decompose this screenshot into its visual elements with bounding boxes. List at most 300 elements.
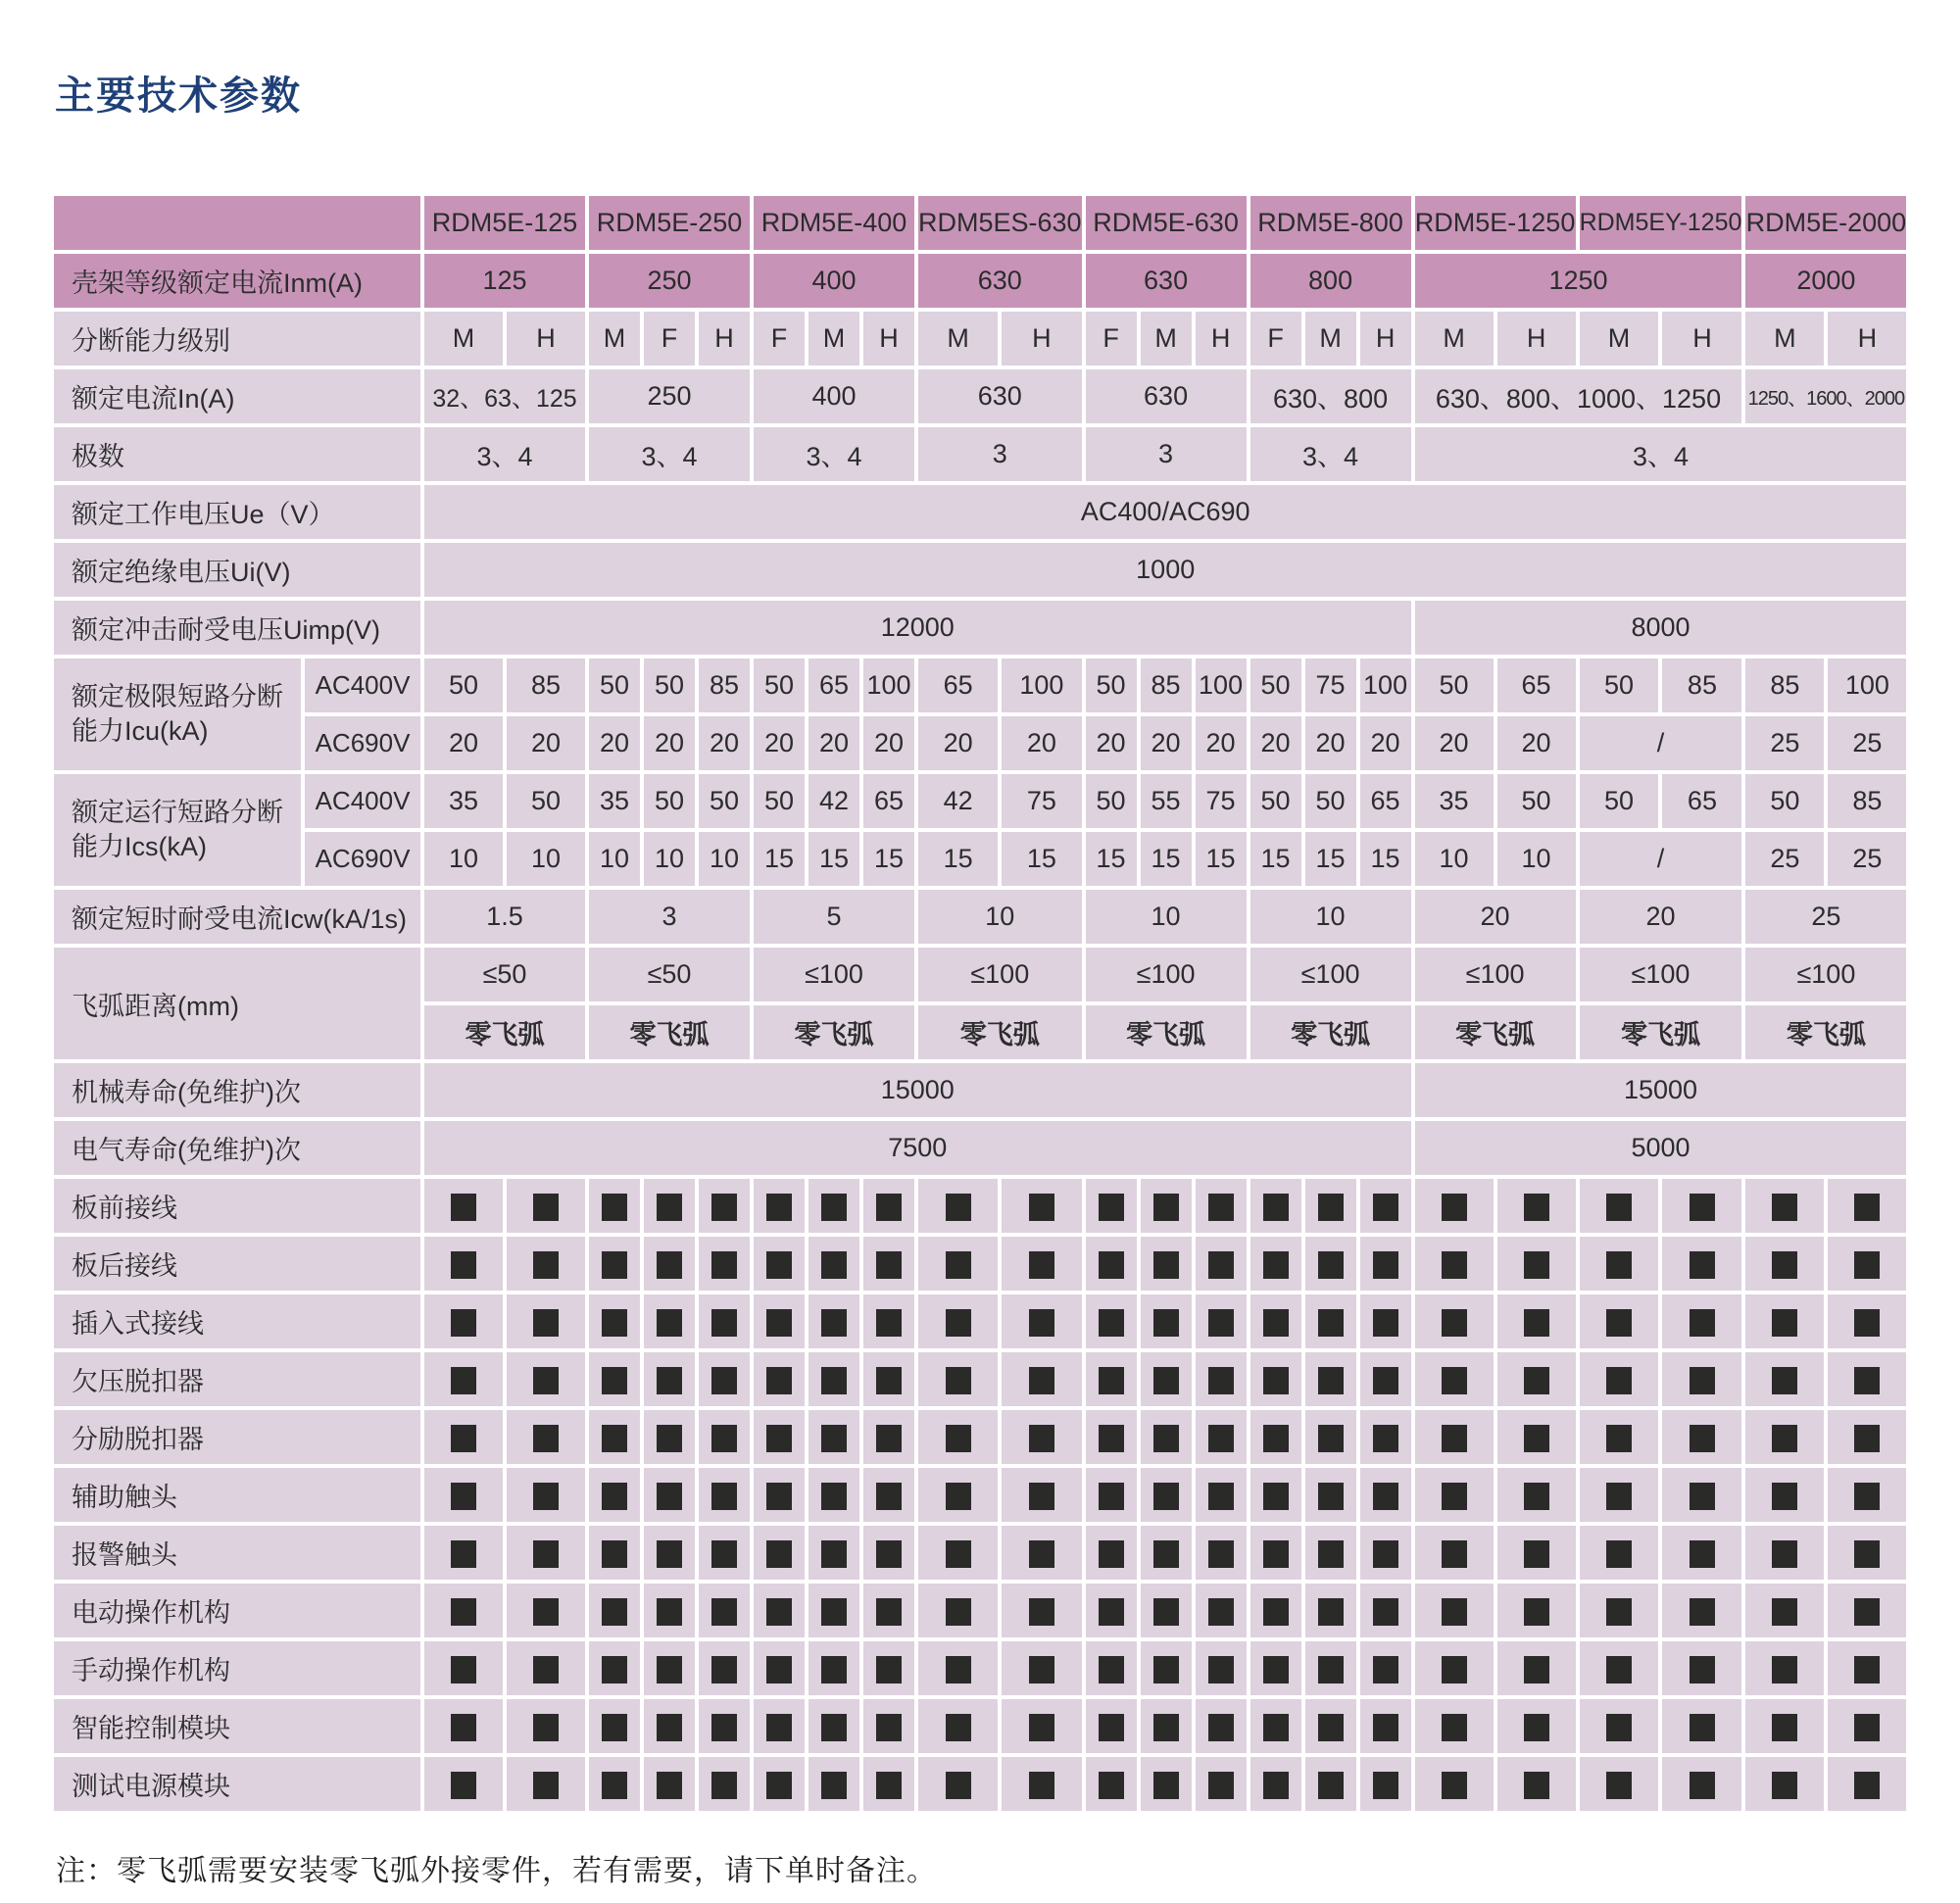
availability-cell	[918, 1237, 998, 1291]
cell: ≤100	[754, 948, 914, 1001]
model-name: RDM5E-400	[754, 196, 914, 250]
availability-cell	[1662, 1410, 1741, 1464]
filled-square-icon	[1318, 1598, 1344, 1626]
filled-square-icon	[1208, 1425, 1234, 1452]
filled-square-icon	[657, 1772, 682, 1799]
availability-cell	[507, 1237, 585, 1291]
cell: 3、4	[589, 427, 750, 481]
filled-square-icon	[602, 1367, 627, 1394]
row-frame-rated-current	[54, 254, 1906, 308]
row-poles	[54, 427, 1906, 481]
availability-cell	[863, 1294, 914, 1348]
availability-cell	[754, 1179, 805, 1233]
filled-square-icon	[1263, 1367, 1289, 1394]
availability-cell	[1250, 1526, 1301, 1580]
filled-square-icon	[1442, 1540, 1467, 1568]
cell: 20	[1141, 716, 1192, 770]
cell: 3、4	[1250, 427, 1411, 481]
availability-cell	[1745, 1410, 1824, 1464]
filled-square-icon	[1208, 1309, 1234, 1337]
availability-cell	[424, 1410, 503, 1464]
cell: 20	[1086, 716, 1137, 770]
availability-cell	[589, 1699, 640, 1753]
filled-square-icon	[1690, 1483, 1715, 1510]
filled-square-icon	[766, 1772, 792, 1799]
filled-square-icon	[1099, 1540, 1124, 1568]
cell: 15000	[424, 1063, 1411, 1117]
availability-cell	[1141, 1294, 1192, 1348]
cell: 20	[1415, 890, 1576, 944]
cell: 15	[1086, 832, 1137, 886]
row-alarm-contact	[54, 1526, 1906, 1580]
filled-square-icon	[1524, 1772, 1549, 1799]
availability-cell	[754, 1699, 805, 1753]
filled-square-icon	[1153, 1367, 1179, 1394]
filled-square-icon	[1029, 1425, 1054, 1452]
filled-square-icon	[946, 1251, 971, 1279]
availability-cell	[1086, 1584, 1137, 1637]
filled-square-icon	[1318, 1194, 1344, 1221]
availability-cell	[1196, 1237, 1247, 1291]
availability-cell	[1745, 1294, 1824, 1348]
cell: 400	[754, 254, 914, 308]
filled-square-icon	[1772, 1540, 1797, 1568]
cell: 20	[1305, 716, 1356, 770]
cell: 25	[1828, 716, 1906, 770]
availability-cell	[808, 1526, 859, 1580]
filled-square-icon	[1442, 1251, 1467, 1279]
cell: 10	[918, 890, 1082, 944]
availability-cell	[507, 1641, 585, 1695]
filled-square-icon	[602, 1309, 627, 1337]
cell: 50	[507, 774, 585, 828]
filled-square-icon	[1606, 1714, 1632, 1741]
availability-cell	[424, 1294, 503, 1348]
filled-square-icon	[1772, 1251, 1797, 1279]
row-model-header	[54, 196, 1906, 250]
cell: 15	[1002, 832, 1081, 886]
cell: 15	[1196, 832, 1247, 886]
row-ics-ac690v	[54, 832, 1906, 886]
availability-cell	[863, 1584, 914, 1637]
availability-cell	[1250, 1584, 1301, 1637]
cell: 1250、1600、2000	[1745, 369, 1906, 423]
cell: 100	[1828, 659, 1906, 712]
availability-cell	[699, 1237, 750, 1291]
filled-square-icon	[711, 1425, 737, 1452]
availability-cell	[918, 1410, 998, 1464]
availability-cell	[1580, 1699, 1659, 1753]
row-plug-in-wiring	[54, 1294, 1906, 1348]
availability-cell	[1002, 1699, 1081, 1753]
filled-square-icon	[1442, 1367, 1467, 1394]
cell: 125	[424, 254, 585, 308]
row-rated-working-voltage	[54, 485, 1906, 539]
cell: 50	[1497, 774, 1576, 828]
filled-square-icon	[1373, 1540, 1398, 1568]
cell: 8000	[1415, 601, 1907, 655]
cell: 35	[424, 774, 503, 828]
availability-cell	[1141, 1468, 1192, 1522]
filled-square-icon	[766, 1194, 792, 1221]
filled-square-icon	[1442, 1309, 1467, 1337]
availability-cell	[1662, 1352, 1741, 1406]
filled-square-icon	[1772, 1309, 1797, 1337]
filled-square-icon	[1854, 1656, 1880, 1683]
cell: 零飞弧	[424, 1005, 585, 1059]
availability-cell	[699, 1699, 750, 1753]
availability-cell	[754, 1237, 805, 1291]
filled-square-icon	[1318, 1483, 1344, 1510]
cell: 20	[699, 716, 750, 770]
filled-square-icon	[533, 1425, 559, 1452]
availability-cell	[1662, 1468, 1741, 1522]
filled-square-icon	[1099, 1598, 1124, 1626]
row-rated-impulse-voltage	[54, 601, 1906, 655]
cell: 10	[1497, 832, 1576, 886]
cell: H	[1828, 312, 1906, 366]
cell: 85	[1828, 774, 1906, 828]
availability-cell	[918, 1352, 998, 1406]
availability-cell	[754, 1757, 805, 1811]
availability-cell	[863, 1699, 914, 1753]
row-label: 插入式接线	[54, 1294, 420, 1348]
availability-cell	[1580, 1410, 1659, 1464]
filled-square-icon	[1208, 1772, 1234, 1799]
availability-cell	[1086, 1468, 1137, 1522]
filled-square-icon	[451, 1194, 476, 1221]
availability-cell	[1497, 1641, 1576, 1695]
filled-square-icon	[602, 1483, 627, 1510]
filled-square-icon	[876, 1309, 902, 1337]
availability-cell	[1305, 1641, 1356, 1695]
filled-square-icon	[657, 1483, 682, 1510]
availability-cell	[1828, 1757, 1906, 1811]
availability-cell	[1086, 1699, 1137, 1753]
filled-square-icon	[1442, 1483, 1467, 1510]
filled-square-icon	[1099, 1194, 1124, 1221]
filled-square-icon	[1524, 1194, 1549, 1221]
availability-cell	[863, 1179, 914, 1233]
filled-square-icon	[1208, 1540, 1234, 1568]
filled-square-icon	[1524, 1714, 1549, 1741]
row-label: 飞弧距离(mm)	[54, 948, 420, 1059]
availability-cell	[1002, 1641, 1081, 1695]
availability-cell	[1086, 1526, 1137, 1580]
cell: 20	[918, 716, 998, 770]
availability-cell	[1497, 1584, 1576, 1637]
cell: H	[1662, 312, 1741, 366]
availability-cell	[589, 1526, 640, 1580]
filled-square-icon	[1524, 1309, 1549, 1337]
availability-cell	[754, 1526, 805, 1580]
availability-cell	[1141, 1757, 1192, 1811]
filled-square-icon	[451, 1425, 476, 1452]
availability-cell	[507, 1294, 585, 1348]
filled-square-icon	[1208, 1483, 1234, 1510]
availability-cell	[424, 1584, 503, 1637]
cell: AC400/AC690	[424, 485, 1906, 539]
cell: 630、800	[1250, 369, 1411, 423]
availability-cell	[1002, 1410, 1081, 1464]
availability-cell	[1141, 1641, 1192, 1695]
availability-cell	[589, 1641, 640, 1695]
filled-square-icon	[1263, 1714, 1289, 1741]
availability-cell	[1580, 1294, 1659, 1348]
filled-square-icon	[1772, 1367, 1797, 1394]
cell: 65	[1360, 774, 1411, 828]
filled-square-icon	[1099, 1367, 1124, 1394]
cell: 65	[918, 659, 998, 712]
model-name: RDM5E-250	[589, 196, 750, 250]
cell: /	[1580, 832, 1742, 886]
spec-table	[50, 192, 1910, 1815]
filled-square-icon	[1099, 1251, 1124, 1279]
filled-square-icon	[711, 1540, 737, 1568]
row-label: 板前接线	[54, 1179, 420, 1233]
cell: F	[754, 312, 805, 366]
filled-square-icon	[1153, 1309, 1179, 1337]
availability-cell	[1497, 1757, 1576, 1811]
cell: 800	[1250, 254, 1411, 308]
filled-square-icon	[1442, 1425, 1467, 1452]
filled-square-icon	[1318, 1425, 1344, 1452]
availability-cell	[1086, 1294, 1137, 1348]
cell: 42	[918, 774, 998, 828]
availability-cell	[1745, 1699, 1824, 1753]
filled-square-icon	[1029, 1194, 1054, 1221]
filled-square-icon	[1029, 1714, 1054, 1741]
cell: 75	[1305, 659, 1356, 712]
cell: 10	[589, 832, 640, 886]
availability-cell	[1305, 1179, 1356, 1233]
availability-cell	[1415, 1757, 1494, 1811]
availability-cell	[1360, 1757, 1411, 1811]
availability-cell	[918, 1179, 998, 1233]
cell: 35	[1415, 774, 1494, 828]
cell: 15	[1250, 832, 1301, 886]
row-front-wiring	[54, 1179, 1906, 1233]
availability-cell	[1360, 1294, 1411, 1348]
filled-square-icon	[1263, 1425, 1289, 1452]
cell: M	[808, 312, 859, 366]
availability-cell	[589, 1179, 640, 1233]
cell: 85	[699, 659, 750, 712]
cell: ≤100	[1086, 948, 1247, 1001]
model-name: RDM5E-800	[1250, 196, 1411, 250]
availability-cell	[1580, 1237, 1659, 1291]
availability-cell	[1828, 1294, 1906, 1348]
availability-cell	[1141, 1584, 1192, 1637]
cell: 630	[1086, 254, 1247, 308]
filled-square-icon	[1153, 1251, 1179, 1279]
filled-square-icon	[1263, 1772, 1289, 1799]
availability-cell	[1497, 1294, 1576, 1348]
filled-square-icon	[946, 1483, 971, 1510]
filled-square-icon	[1208, 1251, 1234, 1279]
cell: 85	[1141, 659, 1192, 712]
availability-cell	[699, 1179, 750, 1233]
availability-cell	[1250, 1410, 1301, 1464]
cell: 50	[754, 774, 805, 828]
filled-square-icon	[1263, 1483, 1289, 1510]
availability-cell	[1360, 1526, 1411, 1580]
filled-square-icon	[657, 1656, 682, 1683]
cell: 50	[1305, 774, 1356, 828]
availability-cell	[808, 1410, 859, 1464]
filled-square-icon	[711, 1367, 737, 1394]
row-label: 辅助触头	[54, 1468, 420, 1522]
availability-cell	[1415, 1699, 1494, 1753]
row-label: 手动操作机构	[54, 1641, 420, 1695]
filled-square-icon	[533, 1367, 559, 1394]
cell: 20	[1580, 890, 1742, 944]
filled-square-icon	[1606, 1772, 1632, 1799]
filled-square-icon	[1029, 1251, 1054, 1279]
cell: 25	[1745, 716, 1824, 770]
availability-cell	[1002, 1757, 1081, 1811]
availability-cell	[589, 1584, 640, 1637]
cell: ≤100	[1250, 948, 1411, 1001]
cell: 1.5	[424, 890, 585, 944]
filled-square-icon	[876, 1251, 902, 1279]
row-test-power-module	[54, 1757, 1906, 1811]
availability-cell	[1662, 1526, 1741, 1580]
model-name: RDM5E-2000	[1745, 196, 1906, 250]
filled-square-icon	[766, 1714, 792, 1741]
filled-square-icon	[1524, 1367, 1549, 1394]
cell: 50	[1086, 659, 1137, 712]
row-breaking-capacity-level	[54, 312, 1906, 366]
filled-square-icon	[1606, 1540, 1632, 1568]
availability-cell	[699, 1352, 750, 1406]
row-rated-insulation-voltage	[54, 543, 1906, 597]
filled-square-icon	[1263, 1598, 1289, 1626]
availability-cell	[1580, 1757, 1659, 1811]
availability-cell	[808, 1468, 859, 1522]
filled-square-icon	[876, 1772, 902, 1799]
availability-cell	[863, 1641, 914, 1695]
cell: 630、800、1000、1250	[1415, 369, 1742, 423]
filled-square-icon	[766, 1251, 792, 1279]
cell: 3	[1086, 427, 1247, 481]
filled-square-icon	[1442, 1772, 1467, 1799]
availability-cell	[1497, 1410, 1576, 1464]
filled-square-icon	[451, 1251, 476, 1279]
availability-cell	[1250, 1179, 1301, 1233]
filled-square-icon	[1208, 1367, 1234, 1394]
filled-square-icon	[533, 1251, 559, 1279]
cell: 20	[424, 716, 503, 770]
cell: F	[1086, 312, 1137, 366]
row-label: 额定电流In(A)	[54, 369, 420, 423]
cell: 3	[918, 427, 1082, 481]
availability-cell	[1360, 1410, 1411, 1464]
availability-cell	[1580, 1352, 1659, 1406]
filled-square-icon	[711, 1251, 737, 1279]
row-intelligent-control-module	[54, 1699, 1906, 1753]
availability-cell	[754, 1352, 805, 1406]
filled-square-icon	[1153, 1194, 1179, 1221]
availability-cell	[1305, 1699, 1356, 1753]
availability-cell	[1196, 1584, 1247, 1637]
filled-square-icon	[1772, 1194, 1797, 1221]
filled-square-icon	[1524, 1656, 1549, 1683]
availability-cell	[507, 1468, 585, 1522]
row-label: 电气寿命(免维护)次	[54, 1121, 420, 1175]
filled-square-icon	[1690, 1598, 1715, 1626]
cell: M	[1141, 312, 1192, 366]
availability-cell	[507, 1757, 585, 1811]
cell: ≤100	[1415, 948, 1576, 1001]
cell: M	[424, 312, 503, 366]
cell: ≤100	[1580, 948, 1742, 1001]
cell: 250	[589, 254, 750, 308]
cell: 630	[1086, 369, 1247, 423]
cell: 50	[644, 774, 695, 828]
filled-square-icon	[946, 1772, 971, 1799]
filled-square-icon	[1690, 1656, 1715, 1683]
availability-cell	[1415, 1179, 1494, 1233]
availability-cell	[1250, 1468, 1301, 1522]
filled-square-icon	[1318, 1540, 1344, 1568]
availability-cell	[589, 1468, 640, 1522]
filled-square-icon	[451, 1309, 476, 1337]
filled-square-icon	[766, 1309, 792, 1337]
cell: 零飞弧	[1745, 1005, 1906, 1059]
cell: 100	[863, 659, 914, 712]
filled-square-icon	[657, 1251, 682, 1279]
filled-square-icon	[946, 1367, 971, 1394]
cell: ≤50	[589, 948, 750, 1001]
filled-square-icon	[451, 1598, 476, 1626]
cell: H	[1497, 312, 1576, 366]
filled-square-icon	[1772, 1772, 1797, 1799]
availability-cell	[918, 1468, 998, 1522]
cell: 15	[754, 832, 805, 886]
filled-square-icon	[1690, 1714, 1715, 1741]
cell: 100	[1002, 659, 1081, 712]
availability-cell	[424, 1641, 503, 1695]
availability-cell	[1497, 1468, 1576, 1522]
availability-cell	[424, 1352, 503, 1406]
availability-cell	[1360, 1584, 1411, 1637]
cell: 15000	[1415, 1063, 1907, 1117]
filled-square-icon	[1373, 1194, 1398, 1221]
cell: H	[699, 312, 750, 366]
availability-cell	[424, 1757, 503, 1811]
filled-square-icon	[533, 1540, 559, 1568]
availability-cell	[589, 1410, 640, 1464]
availability-cell	[699, 1410, 750, 1464]
availability-cell	[699, 1584, 750, 1637]
availability-cell	[589, 1237, 640, 1291]
availability-cell	[589, 1352, 640, 1406]
availability-cell	[1580, 1584, 1659, 1637]
cell: 15	[808, 832, 859, 886]
availability-cell	[699, 1468, 750, 1522]
row-short-time-withstand-current	[54, 890, 1906, 944]
filled-square-icon	[1690, 1772, 1715, 1799]
availability-cell	[1580, 1526, 1659, 1580]
cell: 100	[1360, 659, 1411, 712]
availability-cell	[863, 1237, 914, 1291]
filled-square-icon	[711, 1194, 737, 1221]
availability-cell	[1662, 1294, 1741, 1348]
cell: H	[1360, 312, 1411, 366]
filled-square-icon	[1373, 1483, 1398, 1510]
availability-cell	[1086, 1641, 1137, 1695]
